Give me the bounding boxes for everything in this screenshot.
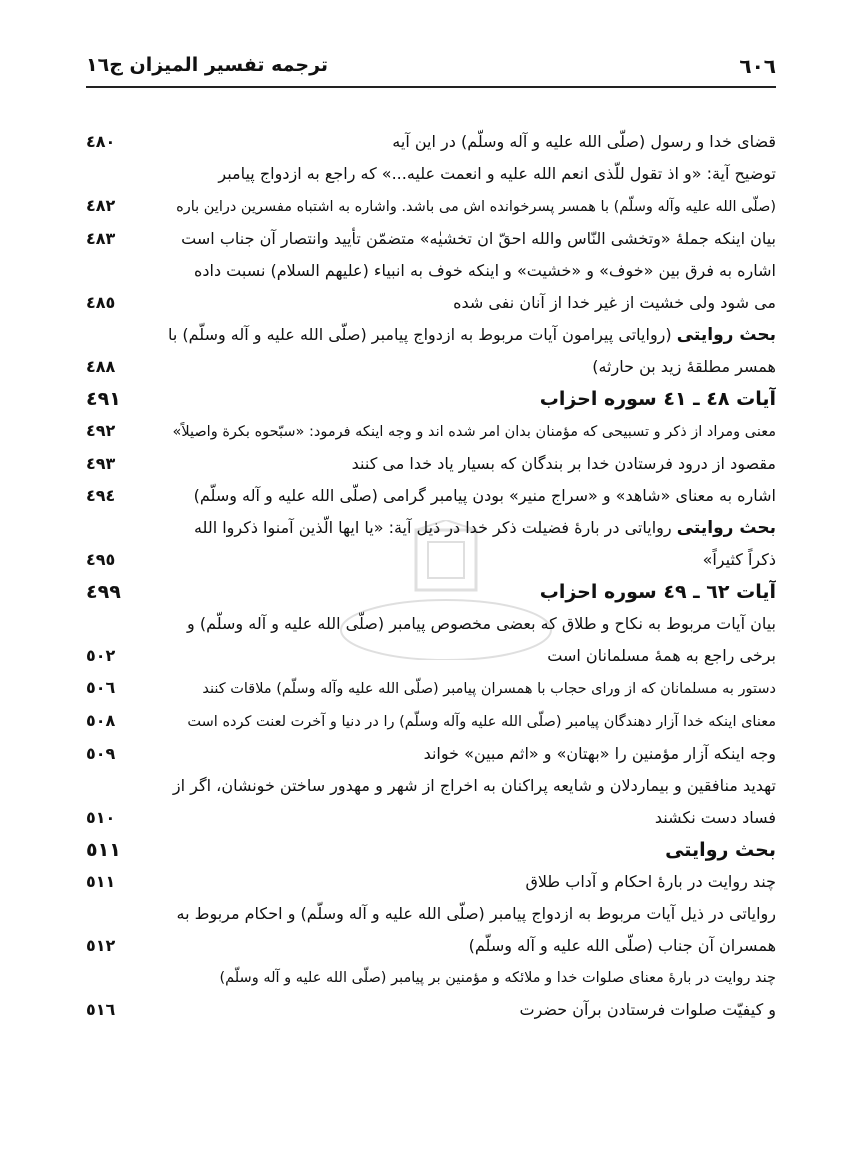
toc-entry [86,770,776,802]
entry-body: چند روایت در بارهٔ احکام و آداب طلاق [525,872,776,891]
entry-text [152,738,776,770]
toc-entry [86,190,776,223]
section-heading [86,383,776,415]
entry-text [152,158,776,190]
entry-lead: بحث روایتی [676,325,776,345]
entry-text [152,448,776,480]
entry-page-number: ٥١١ [86,872,116,891]
entry-body: و کیفیّت صلوات فرستادن برآن حضرت [519,1000,776,1019]
toc-entry [86,223,776,255]
entry-text [152,576,776,608]
entry-page-number: ٤٩٥ [86,550,116,569]
table-of-contents [86,126,776,1026]
entry-text [152,287,776,319]
entry-text [152,126,776,158]
entry-body: برخی راجع به همهٔ مسلمانان است [547,646,776,665]
entry-text [152,706,776,738]
entry-body: چند روایت در بارهٔ معنای صلوات خدا و ملائکه و مؤمنین بر پیامبر (صلّی الله علیه و آله وسلّم) [219,970,776,986]
entry-body: ذکراً کثیراً» [702,550,776,569]
entry-lead: بحث روایتی [676,518,776,538]
entry-body: اشاره به فرق بین «خوف» و «خشیت» و اینکه خوف به انبیاء (علیهم السلام) نسبت داده [194,261,776,280]
entry-page-number: ٤٨٨ [86,357,116,376]
entry-body: (صلّی الله علیه وآله وسلّم) با همسر پسرخوانده اش می باشد. واشاره به اشتباه مفسرین دراین باره [176,199,776,215]
entry-text [152,994,776,1026]
entry-body: تهدید منافقین و بیماردلان و شایعه پراکنان به اخراج از شهر و مهدور ساختن خونشان، اگر از [172,776,776,795]
toc-entry [86,994,776,1026]
section-heading [86,834,776,866]
entry-body: آیات ٤٨ ـ ٤١ سوره احزاب [539,388,776,410]
entry-page-number: ٤٩٤ [86,486,116,505]
entry-text [152,962,776,994]
toc-entry [86,448,776,480]
entry-body: اشاره به معنای «شاهد» و «سراج منیر» بودن پیامبر گرامی (صلّی الله علیه و آله وسلّم) [193,486,776,505]
entry-page-number: ٤٨٥ [86,293,116,312]
entry-text [152,480,776,512]
toc-entry [86,544,776,576]
toc-entry [86,608,776,640]
entry-page-number: ٤٨٠ [86,132,116,151]
entry-page-number: ٥١١ [86,839,121,861]
page [86,50,776,1110]
entry-text [152,223,776,255]
entry-page-number: ٥٠٩ [86,744,116,763]
entry-text [152,930,776,962]
entry-page-number: ٥١٦ [86,1000,116,1019]
entry-text [152,898,776,930]
toc-entry [86,866,776,898]
entry-page-number: ٤٩١ [86,388,121,410]
entry-body: بحث روایتی [665,839,776,861]
entry-body: توضیح آیة: «و اذ تقول للّذی انعم الله علیه و انعمت علیه...» که راجع به ازدواج پیامبر [218,164,776,183]
entry-body: (روایاتی پیرامون آیات مربوط به ازدواج پیامبر (صلّی الله علیه و آله وسلّم) با [167,325,672,344]
entry-body: همسران آن جناب (صلّی الله علیه و آله وسلّم) [468,936,776,955]
section-heading [86,576,776,608]
entry-body: بیان اینکه جملهٔ «وتخشی النّاس والله احقّ ان تخشیٰه» متضمّن تأیید وانتصار آن جناب است [181,229,776,248]
toc-entry [86,255,776,287]
entry-text [152,608,776,640]
entry-text [152,834,776,866]
running-title: ترجمه تفسير الميزان ج١٦ [86,54,329,76]
entry-page-number: ٥١٢ [86,936,116,955]
entry-text [152,640,776,672]
header-rule [86,86,776,88]
entry-body: آیات ٦٢ ـ ٤٩ سوره احزاب [539,581,776,603]
entry-body: می شود ولی خشیت از غیر خدا از آنان نفی شده [453,293,776,312]
page-number: ٦٠٦ [739,54,776,78]
entry-text [152,770,776,802]
entry-text [152,319,776,351]
entry-body: فساد دست نکشند [654,808,776,827]
toc-entry [86,705,776,738]
entry-page-number: ٥٠٨ [86,711,116,730]
entry-page-number: ٤٩٢ [86,421,116,440]
entry-body: معنای اینکه خدا آزار دهندگان پیامبر (صلّی الله علیه وآله وسلّم) را در دنیا و آخرت لعنت کرده است [187,714,776,730]
toc-entry [86,287,776,319]
entry-body: معنی ومراد از ذکر و تسبیحی که مؤمنان بدان امر شده اند و وجه اینکه فرمود: «سبّحوه بکرة واصیلاً» [172,424,776,440]
entry-text [152,416,776,448]
toc-entry [86,512,776,544]
entry-body: دستور به مسلمانان که از ورای حجاب با همسران پیامبر (صلّی الله علیه وآله وسلّم) ملاقات کنند [202,681,776,697]
entry-body: روایاتی در ذیل آیات مربوط به ازدواج پیامبر (صلّی الله علیه و آله وسلّم) و احکام مربوط به [176,904,776,923]
toc-entry [86,126,776,158]
entry-text [152,673,776,705]
entry-body: بیان آیات مربوط به نکاح و طلاق که بعضی مخصوص پیامبر (صلّی الله علیه و آله وسلّم) و [187,614,776,633]
entry-text [152,191,776,223]
entry-text [152,544,776,576]
entry-text [152,255,776,287]
entry-text [152,866,776,898]
toc-entry [86,319,776,351]
entry-body: همسر مطلقهٔ زید بن حارثه) [592,357,776,376]
entry-text [152,802,776,834]
entry-body: وجه اینکه آزار مؤمنین را «بهتان» و «اثم مبین» خواند [423,744,776,763]
entry-body: قضای خدا و رسول (صلّی الله علیه و آله وسلّم) در این آیه [392,132,776,151]
entry-body: روایاتی در بارهٔ فضیلت ذکر خدا در ذیل آیة: «یا ایها الّذین آمنوا ذکروا الله [193,518,672,537]
toc-entry [86,898,776,930]
entry-body: مقصود از درود فرستادن خدا بر بندگان که بسیار یاد خدا می کنند [351,454,776,473]
toc-entry [86,415,776,448]
entry-text [152,351,776,383]
toc-entry [86,962,776,994]
entry-text [152,512,776,544]
entry-page-number: ٥١٠ [86,808,116,827]
entry-page-number: ٤٩٩ [86,581,121,603]
toc-entry [86,672,776,705]
entry-page-number: ٤٨٣ [86,229,116,248]
entry-page-number: ٥٠٦ [86,678,116,697]
entry-page-number: ٥٠٢ [86,646,116,665]
entry-page-number: ٤٩٣ [86,454,116,473]
toc-entry [86,802,776,834]
toc-entry [86,351,776,383]
toc-entry [86,640,776,672]
page-header [86,50,776,94]
toc-entry [86,738,776,770]
toc-entry [86,930,776,962]
toc-entry [86,480,776,512]
entry-page-number: ٤٨٢ [86,196,116,215]
entry-text [152,383,776,415]
toc-entry [86,158,776,190]
